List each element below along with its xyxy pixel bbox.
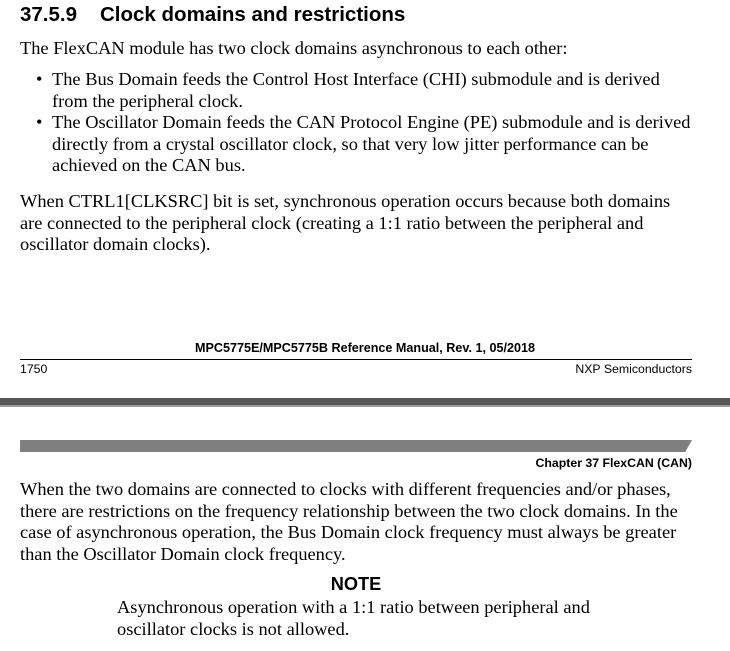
bullet-text: The Bus Domain feeds the Control Host Interface (CHI) submodule and is derived from the peripheral clock. (52, 69, 660, 111)
footer-divider (20, 359, 692, 360)
page-break-shadow (0, 405, 730, 407)
section-title: Clock domains and restrictions (100, 3, 406, 26)
list-item (36, 69, 696, 112)
section-heading (20, 3, 405, 27)
chapter-header: Chapter 37 FlexCAN (CAN) (535, 456, 692, 470)
section-number: 37.5.9 (20, 3, 77, 26)
footer-company: NXP Semiconductors (575, 362, 692, 376)
bullet-list (36, 69, 696, 177)
footer-page-number: 1750 (20, 362, 48, 376)
intro-paragraph: The FlexCAN module has two clock domains asynchronous to each other: (20, 38, 568, 58)
note-text: Asynchronous operation with a 1:1 ratio between peripheral and oscillator clocks is not allowed. (117, 597, 590, 639)
chapter-header-bar (20, 440, 692, 452)
note-title: NOTE (330, 574, 382, 594)
async-paragraph: When the two domains are connected to clocks with different frequencies and/or phases, there are restrictions on the frequency relationship between the two clock domains. In the case of asynchronous operation, the Bus Domain clock frequency must always be greater than the Oscillator Domain clock frequency. (20, 479, 678, 564)
footer-manual-title: MPC5775E/MPC5775B Reference Manual, Rev. 1, 05/2018 (195, 341, 535, 355)
sync-paragraph: When CTRL1[CLKSRC] bit is set, synchronous operation occurs because both domains are connected to the peripheral clock (creating a 1:1 ratio between the peripheral and oscillator domain clocks). (20, 191, 671, 254)
list-item (36, 112, 696, 177)
bullet-text: The Oscillator Domain feeds the CAN Protocol Engine (PE) submodule and is derived directly from a crystal oscillator clock, so that very low jitter performance can be achieved on the CAN bus. (52, 112, 691, 175)
bullet-icon: • (36, 112, 43, 132)
bullet-icon: • (36, 69, 43, 89)
